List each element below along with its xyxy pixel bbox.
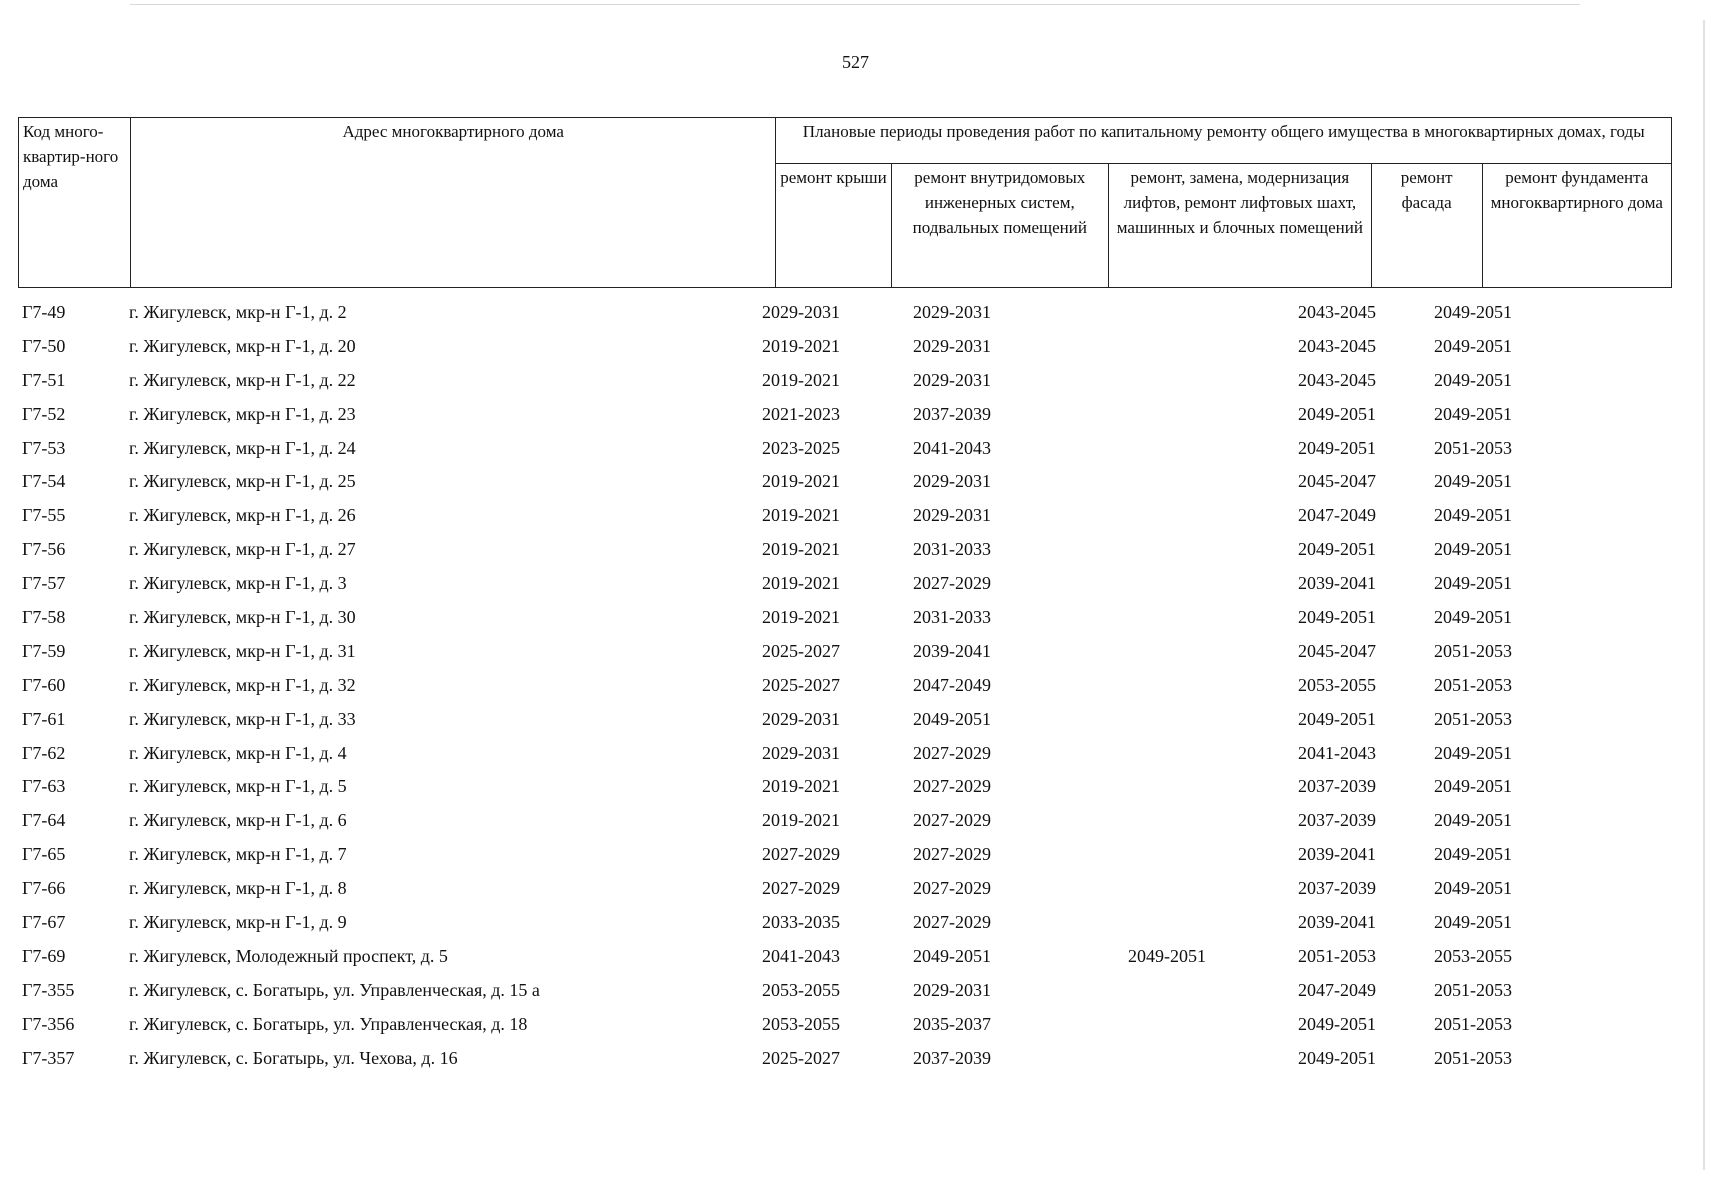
cell-code: Г7-52 bbox=[22, 403, 66, 424]
cell-roof: 2023-2025 bbox=[762, 437, 840, 458]
cell-foundation: 2049-2051 bbox=[1434, 302, 1512, 322]
cell-address: г. Жигулевск, мкр-н Г-1, д. 32 bbox=[129, 674, 356, 695]
table-row bbox=[18, 639, 1672, 673]
cell-roof: 2019-2021 bbox=[762, 335, 840, 356]
cell-engineering: 2031-2033 bbox=[913, 539, 991, 560]
cell-roof: 2019-2021 bbox=[762, 369, 840, 390]
table-row bbox=[18, 402, 1672, 436]
cell-foundation: 2049-2051 bbox=[1434, 776, 1512, 797]
cell-code: Г7-56 bbox=[22, 539, 66, 560]
cell-address: г. Жигулевск, мкр-н Г-1, д. 23 bbox=[129, 403, 356, 424]
cell-code: Г7-356 bbox=[22, 1013, 75, 1034]
table-row bbox=[18, 368, 1672, 402]
cell-roof: 2019-2021 bbox=[762, 471, 840, 492]
cell-address: г. Жигулевск, с. Богатырь, ул. Управленческая, д. 15 а bbox=[129, 979, 540, 1000]
cell-address: г. Жигулевск, мкр-н Г-1, д. 22 bbox=[129, 369, 356, 390]
cell-foundation: 2049-2051 bbox=[1434, 369, 1512, 390]
cell-engineering: 2031-2033 bbox=[913, 607, 991, 628]
header-lifts: ремонт, замена, модернизация лифтов, ремонт лифтовых шахт, машинных и блочных помещений bbox=[1109, 164, 1372, 288]
cell-facade: 2039-2041 bbox=[1298, 573, 1376, 594]
cell-roof: 2025-2027 bbox=[762, 674, 840, 695]
cell-address: г. Жигулевск, мкр-н Г-1, д. 24 bbox=[129, 437, 356, 458]
cell-facade: 2037-2039 bbox=[1298, 878, 1376, 899]
table-row bbox=[18, 469, 1672, 503]
cell-engineering: 2027-2029 bbox=[913, 844, 991, 865]
cell-roof: 2019-2021 bbox=[762, 607, 840, 628]
table-row bbox=[18, 537, 1672, 571]
header-roof: ремонт крыши bbox=[776, 164, 891, 288]
cell-code: Г7-62 bbox=[22, 742, 66, 763]
cell-address: г. Жигулевск, мкр-н Г-1, д. 7 bbox=[129, 844, 347, 865]
cell-code: Г7-65 bbox=[22, 844, 66, 865]
header-periods: Плановые периоды проведения работ по капитальному ремонту общего имущества в многоквартирных домах, годы bbox=[776, 118, 1672, 164]
cell-address: г. Жигулевск, мкр-н Г-1, д. 33 bbox=[129, 708, 356, 729]
cell-engineering: 2035-2037 bbox=[913, 1013, 991, 1034]
scan-artifact-line bbox=[130, 4, 1580, 5]
cell-foundation: 2049-2051 bbox=[1434, 403, 1512, 424]
cell-foundation: 2049-2051 bbox=[1434, 539, 1512, 560]
header-facade: ремонт фасада bbox=[1371, 164, 1482, 288]
cell-code: Г7-61 bbox=[22, 708, 66, 729]
cell-address: г. Жигулевск, мкр-н Г-1, д. 3 bbox=[129, 573, 347, 594]
cell-foundation: 2051-2053 bbox=[1434, 708, 1512, 729]
cell-code: Г7-54 bbox=[22, 471, 66, 492]
cell-foundation: 2051-2053 bbox=[1434, 640, 1512, 661]
cell-code: Г7-357 bbox=[22, 1047, 75, 1068]
page-number: 527 bbox=[842, 52, 869, 72]
cell-facade: 2049-2051 bbox=[1298, 1047, 1376, 1068]
cell-address: г. Жигулевск, с. Богатырь, ул. Чехова, д. 16 bbox=[129, 1047, 458, 1068]
table-row bbox=[18, 503, 1672, 537]
table-row bbox=[18, 1012, 1672, 1046]
cell-roof: 2053-2055 bbox=[762, 979, 840, 1000]
cell-address: г. Жигулевск, мкр-н Г-1, д. 27 bbox=[129, 539, 356, 560]
header-code: Код много-квартир-ного дома bbox=[19, 118, 131, 288]
cell-facade: 2051-2053 bbox=[1298, 945, 1376, 966]
header-foundation: ремонт фундамента многоквартирного дома bbox=[1482, 164, 1671, 288]
table-row bbox=[18, 876, 1672, 910]
cell-code: Г7-49 bbox=[22, 302, 66, 322]
cell-facade: 2049-2051 bbox=[1298, 539, 1376, 560]
cell-engineering: 2029-2031 bbox=[913, 335, 991, 356]
cell-facade: 2045-2047 bbox=[1298, 640, 1376, 661]
cell-code: Г7-50 bbox=[22, 335, 66, 356]
cell-address: г. Жигулевск, мкр-н Г-1, д. 5 bbox=[129, 776, 347, 797]
cell-engineering: 2037-2039 bbox=[913, 1047, 991, 1068]
cell-address: г. Жигулевск, мкр-н Г-1, д. 9 bbox=[129, 912, 347, 933]
cell-address: г. Жигулевск, мкр-н Г-1, д. 20 bbox=[129, 335, 356, 356]
cell-roof: 2025-2027 bbox=[762, 1047, 840, 1068]
scan-artifact-edge bbox=[1703, 20, 1705, 1170]
cell-engineering: 2027-2029 bbox=[913, 878, 991, 899]
table-row bbox=[18, 300, 1672, 334]
cell-engineering: 2047-2049 bbox=[913, 674, 991, 695]
cell-facade: 2041-2043 bbox=[1298, 742, 1376, 763]
table-row bbox=[18, 774, 1672, 808]
cell-facade: 2043-2045 bbox=[1298, 369, 1376, 390]
cell-code: Г7-355 bbox=[22, 979, 75, 1000]
cell-code: Г7-59 bbox=[22, 640, 66, 661]
cell-engineering: 2029-2031 bbox=[913, 471, 991, 492]
cell-code: Г7-60 bbox=[22, 674, 66, 695]
cell-foundation: 2049-2051 bbox=[1434, 810, 1512, 831]
table-row bbox=[18, 910, 1672, 944]
table-header bbox=[18, 117, 1672, 288]
cell-engineering: 2029-2031 bbox=[913, 979, 991, 1000]
cell-roof: 2019-2021 bbox=[762, 776, 840, 797]
cell-engineering: 2027-2029 bbox=[913, 810, 991, 831]
cell-roof: 2029-2031 bbox=[762, 302, 840, 322]
cell-engineering: 2027-2029 bbox=[913, 912, 991, 933]
cell-engineering: 2049-2051 bbox=[913, 945, 991, 966]
cell-address: г. Жигулевск, мкр-н Г-1, д. 2 bbox=[129, 302, 347, 322]
cell-code: Г7-57 bbox=[22, 573, 66, 594]
cell-foundation: 2051-2053 bbox=[1434, 979, 1512, 1000]
table-row bbox=[18, 842, 1672, 876]
cell-facade: 2049-2051 bbox=[1298, 403, 1376, 424]
cell-code: Г7-55 bbox=[22, 505, 66, 526]
cell-code: Г7-66 bbox=[22, 878, 66, 899]
cell-address: г. Жигулевск, мкр-н Г-1, д. 31 bbox=[129, 640, 356, 661]
cell-roof: 2019-2021 bbox=[762, 539, 840, 560]
cell-engineering: 2037-2039 bbox=[913, 403, 991, 424]
cell-foundation: 2049-2051 bbox=[1434, 844, 1512, 865]
cell-facade: 2039-2041 bbox=[1298, 912, 1376, 933]
cell-code: Г7-64 bbox=[22, 810, 66, 831]
cell-facade: 2043-2045 bbox=[1298, 302, 1376, 322]
cell-facade: 2047-2049 bbox=[1298, 505, 1376, 526]
cell-lifts: 2049-2051 bbox=[1128, 945, 1206, 966]
cell-engineering: 2027-2029 bbox=[913, 776, 991, 797]
cell-facade: 2049-2051 bbox=[1298, 437, 1376, 458]
header-address: Адрес многоквартирного дома bbox=[130, 118, 775, 288]
cell-address: г. Жигулевск, мкр-н Г-1, д. 30 bbox=[129, 607, 356, 628]
cell-engineering: 2041-2043 bbox=[913, 437, 991, 458]
cell-engineering: 2029-2031 bbox=[913, 505, 991, 526]
cell-engineering: 2027-2029 bbox=[913, 573, 991, 594]
cell-roof: 2027-2029 bbox=[762, 844, 840, 865]
cell-foundation: 2049-2051 bbox=[1434, 335, 1512, 356]
cell-address: г. Жигулевск, Молодежный проспект, д. 5 bbox=[129, 945, 448, 966]
cell-code: Г7-58 bbox=[22, 607, 66, 628]
table-row bbox=[18, 571, 1672, 605]
cell-foundation: 2049-2051 bbox=[1434, 912, 1512, 933]
cell-foundation: 2049-2051 bbox=[1434, 573, 1512, 594]
cell-code: Г7-53 bbox=[22, 437, 66, 458]
table-row bbox=[18, 808, 1672, 842]
cell-roof: 2025-2027 bbox=[762, 640, 840, 661]
cell-facade: 2049-2051 bbox=[1298, 1013, 1376, 1034]
cell-facade: 2045-2047 bbox=[1298, 471, 1376, 492]
table-row bbox=[18, 707, 1672, 741]
cell-roof: 2029-2031 bbox=[762, 742, 840, 763]
cell-code: Г7-67 bbox=[22, 912, 66, 933]
cell-foundation: 2051-2053 bbox=[1434, 1047, 1512, 1068]
cell-engineering: 2029-2031 bbox=[913, 369, 991, 390]
cell-address: г. Жигулевск, мкр-н Г-1, д. 25 bbox=[129, 471, 356, 492]
cell-facade: 2049-2051 bbox=[1298, 607, 1376, 628]
cell-code: Г7-51 bbox=[22, 369, 66, 390]
cell-roof: 2029-2031 bbox=[762, 708, 840, 729]
cell-code: Г7-63 bbox=[22, 776, 66, 797]
cell-facade: 2047-2049 bbox=[1298, 979, 1376, 1000]
cell-roof: 2021-2023 bbox=[762, 403, 840, 424]
cell-roof: 2027-2029 bbox=[762, 878, 840, 899]
cell-foundation: 2053-2055 bbox=[1434, 945, 1512, 966]
cell-roof: 2033-2035 bbox=[762, 912, 840, 933]
cell-address: г. Жигулевск, мкр-н Г-1, д. 6 bbox=[129, 810, 347, 831]
cell-facade: 2053-2055 bbox=[1298, 674, 1376, 695]
cell-roof: 2019-2021 bbox=[762, 573, 840, 594]
table-row bbox=[18, 673, 1672, 707]
cell-foundation: 2049-2051 bbox=[1434, 607, 1512, 628]
cell-facade: 2049-2051 bbox=[1298, 708, 1376, 729]
table-row bbox=[18, 1046, 1672, 1080]
cell-address: г. Жигулевск, мкр-н Г-1, д. 8 bbox=[129, 878, 347, 899]
cell-address: г. Жигулевск, мкр-н Г-1, д. 4 bbox=[129, 742, 347, 763]
cell-foundation: 2051-2053 bbox=[1434, 674, 1512, 695]
cell-facade: 2043-2045 bbox=[1298, 335, 1376, 356]
cell-foundation: 2049-2051 bbox=[1434, 878, 1512, 899]
table-row bbox=[18, 741, 1672, 775]
table-body bbox=[18, 300, 1672, 1079]
cell-roof: 2019-2021 bbox=[762, 505, 840, 526]
cell-roof: 2019-2021 bbox=[762, 810, 840, 831]
cell-foundation: 2049-2051 bbox=[1434, 505, 1512, 526]
cell-engineering: 2027-2029 bbox=[913, 742, 991, 763]
table-row bbox=[18, 944, 1672, 978]
cell-roof: 2053-2055 bbox=[762, 1013, 840, 1034]
cell-facade: 2037-2039 bbox=[1298, 776, 1376, 797]
header-engineering: ремонт внутридомовых инженерных систем, подвальных помещений bbox=[891, 164, 1109, 288]
cell-facade: 2039-2041 bbox=[1298, 844, 1376, 865]
cell-address: г. Жигулевск, мкр-н Г-1, д. 26 bbox=[129, 505, 356, 526]
table-row bbox=[18, 334, 1672, 368]
table-row bbox=[18, 605, 1672, 639]
cell-foundation: 2051-2053 bbox=[1434, 437, 1512, 458]
cell-code: Г7-69 bbox=[22, 945, 66, 966]
cell-address: г. Жигулевск, с. Богатырь, ул. Управленческая, д. 18 bbox=[129, 1013, 528, 1034]
cell-engineering: 2039-2041 bbox=[913, 640, 991, 661]
cell-foundation: 2051-2053 bbox=[1434, 1013, 1512, 1034]
cell-roof: 2041-2043 bbox=[762, 945, 840, 966]
table-row bbox=[18, 978, 1672, 1012]
cell-facade: 2037-2039 bbox=[1298, 810, 1376, 831]
cell-engineering: 2029-2031 bbox=[913, 302, 991, 322]
cell-engineering: 2049-2051 bbox=[913, 708, 991, 729]
cell-foundation: 2049-2051 bbox=[1434, 742, 1512, 763]
table-row bbox=[18, 436, 1672, 470]
cell-foundation: 2049-2051 bbox=[1434, 471, 1512, 492]
